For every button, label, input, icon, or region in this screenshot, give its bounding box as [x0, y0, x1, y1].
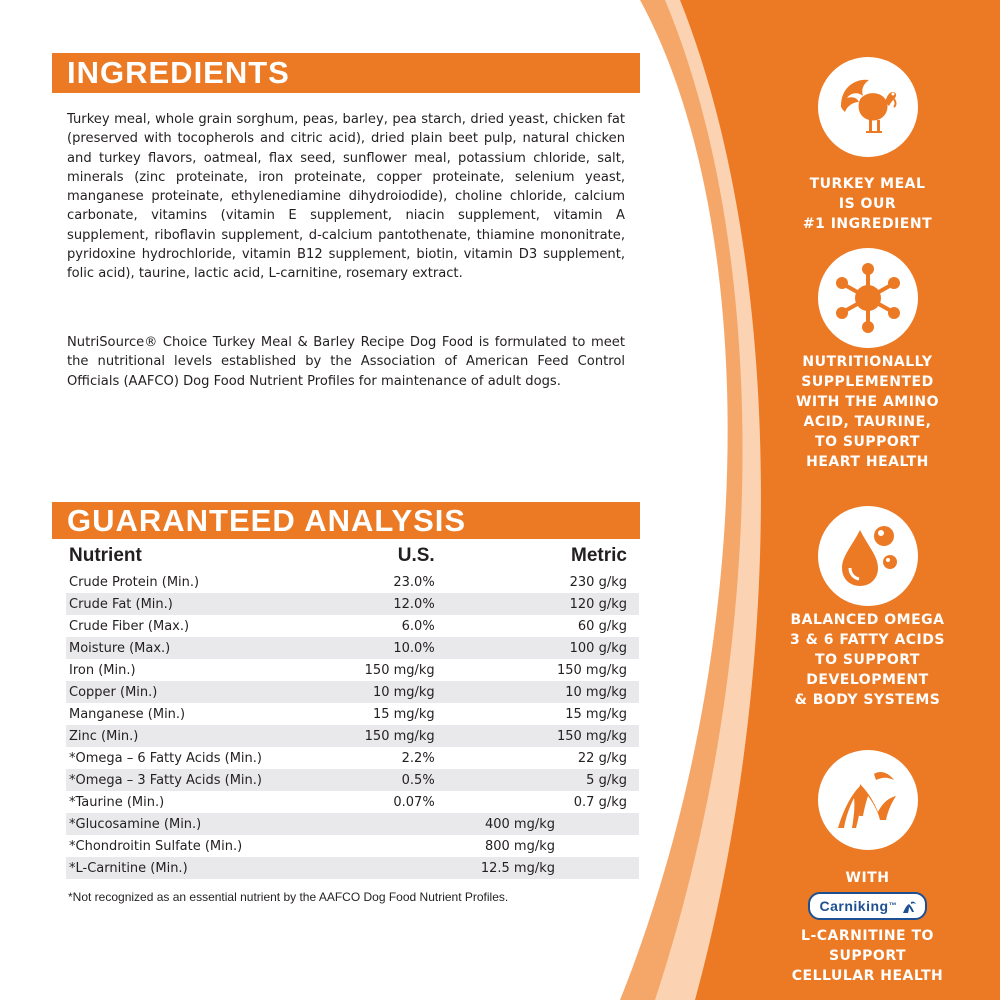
nutrient-name-cell: Crude Fat (Min.) [66, 593, 338, 615]
feature-line: & BODY SYSTEMS [794, 692, 941, 708]
feature-line: TURKEY MEAL [809, 176, 926, 192]
running-figure-icon [830, 762, 906, 838]
table-row [66, 681, 639, 703]
feature-line: DEVELOPMENT [806, 672, 929, 688]
table-row [66, 747, 639, 769]
running-figure-icon-circle [818, 750, 918, 850]
guaranteed-analysis-table [66, 541, 639, 879]
nutrient-name-cell: *Omega – 3 Fatty Acids (Min.) [66, 769, 338, 791]
nutrient-name-cell: *Chondroitin Sulfate (Min.) [69, 838, 243, 854]
feature-line: TO SUPPORT [815, 652, 920, 668]
nutrient-name-cell: *Glucosamine (Min.) [66, 813, 338, 835]
feature-line: SUPPORT [828, 948, 907, 964]
us-value-cell: 12.0% [338, 593, 435, 615]
feature-carnitine-text [735, 868, 1000, 986]
table-row [66, 769, 639, 791]
us-value-cell: 15 mg/kg [372, 706, 435, 722]
metric-value-cell: 22 g/kg [577, 750, 627, 766]
turkey-icon [833, 72, 903, 142]
nutrient-value-cell: 12.5 mg/kg [338, 857, 639, 879]
metric-value-cell: 150 mg/kg [435, 725, 639, 747]
molecule-icon-circle [818, 248, 918, 348]
feature-taurine-text [735, 352, 1000, 472]
carniking-runner-icon [901, 900, 917, 914]
table-row [66, 637, 639, 659]
ingredients-banner [52, 53, 640, 93]
ingredients-heading: INGREDIENTS [67, 55, 290, 90]
metric-value-cell: 10 mg/kg [435, 681, 639, 703]
table-row [66, 857, 639, 879]
column-header-us: U.S. [397, 545, 435, 566]
nutrient-value-cell: 400 mg/kg [338, 813, 639, 835]
nutrient-name-cell: *Taurine (Min.) [69, 794, 165, 810]
table-body [66, 571, 639, 879]
us-value-cell: 23.0% [393, 574, 435, 590]
feature-taurine [735, 248, 1000, 472]
feature-line: WITH THE AMINO [795, 394, 940, 410]
nutrient-name-cell: Crude Protein (Min.) [69, 574, 200, 590]
feature-turkey [735, 57, 1000, 234]
nutrient-name-cell: Iron (Min.) [69, 662, 136, 678]
nutrient-name-cell: Manganese (Min.) [69, 706, 186, 722]
metric-value-cell: 5 g/kg [435, 769, 639, 791]
table-row [66, 813, 639, 835]
us-value-cell: 0.07% [393, 794, 435, 810]
table-row [66, 659, 639, 681]
us-value-cell: 150 mg/kg [364, 662, 435, 678]
oil-drop-icon [830, 518, 906, 594]
column-header-metric: Metric [571, 545, 627, 566]
table-row [66, 593, 639, 615]
metric-value-cell: 120 g/kg [435, 593, 639, 615]
feature-omega-text [735, 610, 1000, 710]
nutrient-name-cell: Crude Fiber (Max.) [69, 618, 190, 634]
us-value-cell: 10.0% [338, 637, 435, 659]
metric-value-cell: 100 g/kg [435, 637, 639, 659]
us-value-cell: 2.2% [401, 750, 435, 766]
metric-value-cell: 60 g/kg [577, 618, 627, 634]
feature-line: CELLULAR HEALTH [791, 968, 944, 984]
aafco-statement: NutriSource® Choice Turkey Meal & Barley Recipe Dog Food is formulated to meet the nutritional levels established by the Association of American Feed Control Officials (AAFCO) Dog Food Nutrient Profiles for maintenance of adult dogs. [67, 335, 625, 389]
analysis-banner [52, 502, 640, 539]
nutrient-name-cell: *Omega – 6 Fatty Acids (Min.) [69, 750, 262, 766]
feature-line: HEART HEALTH [806, 454, 929, 470]
feature-line: 3 & 6 FATTY ACIDS [790, 632, 945, 648]
carniking-badge [808, 892, 928, 920]
metric-value-cell: 230 g/kg [569, 574, 627, 590]
feature-carnitine-bottom-lines [735, 926, 1000, 986]
column-header-nutrient: Nutrient [69, 545, 142, 566]
us-value-cell: 150 mg/kg [338, 725, 435, 747]
us-value-cell: 0.5% [338, 769, 435, 791]
metric-value-cell: 15 mg/kg [565, 706, 627, 722]
feature-line: L-CARNITINE TO [801, 928, 934, 944]
feature-line: IS OUR [838, 196, 897, 212]
nutrient-name-cell: *L-Carnitine (Min.) [66, 857, 338, 879]
feature-line: WITH [845, 870, 890, 886]
feature-turkey-text [735, 174, 1000, 234]
trademark-mark: ™ [888, 901, 898, 910]
table-row [66, 703, 639, 725]
feature-omega [735, 506, 1000, 710]
metric-value-cell: 0.7 g/kg [573, 794, 627, 810]
feature-carnitine [735, 750, 1000, 986]
feature-line: ACID, TAURINE, [803, 414, 932, 430]
us-value-cell: 6.0% [401, 618, 435, 634]
feature-line: #1 INGREDIENT [802, 216, 933, 232]
table-row [66, 615, 639, 637]
nutrient-value-cell: 800 mg/kg [484, 838, 555, 854]
table-header-row [66, 541, 639, 571]
table-row [66, 725, 639, 747]
molecule-icon [830, 260, 906, 336]
analysis-heading: GUARANTEED ANALYSIS [67, 503, 467, 538]
feature-line: BALANCED OMEGA [790, 612, 945, 628]
oil-drop-icon-circle [818, 506, 918, 606]
ingredients-list: Turkey meal, whole grain sorghum, peas, barley, pea starch, dried yeast, chicken fat (preserved with tocopherols and citric acid), dried plain beet pulp, natural chicken and turkey flavors, oatmeal, flax seed, sunflower meal, potassium chloride, salt, minerals (zinc proteinate, iron proteinate, copper proteinate, selenium yeast, manganese proteinate, ethylenediamine dihydroiodide), choline chloride, calcium carbonate, vitamins (vitamin E supplement, niacin supplement, vitamin A supplement, riboflavin supplement, d-calcium pantothenate, thiamine mononitrate, pyridoxine hydrochloride, vitamin B12 supplement, biotin, vitamin D3 supplement, folic acid), taurine, lactic acid, L-carnitine, rosemary extract. [67, 112, 625, 282]
nutrient-name-cell: Copper (Min.) [66, 681, 338, 703]
nutrient-name-cell: Moisture (Max.) [66, 637, 338, 659]
feature-line: TO SUPPORT [815, 434, 920, 450]
table-row [66, 835, 639, 857]
footnote: *Not recognized as an essential nutrient by the AAFCO Dog Food Nutrient Profiles. [68, 890, 509, 904]
carniking-label: Carniking [819, 898, 889, 914]
feature-line: NUTRITIONALLY [802, 354, 933, 370]
nutrient-name-cell: Zinc (Min.) [66, 725, 338, 747]
turkey-icon-circle [818, 57, 918, 157]
us-value-cell: 10 mg/kg [338, 681, 435, 703]
feature-line: SUPPLEMENTED [801, 374, 934, 390]
table-row [66, 791, 639, 813]
metric-value-cell: 150 mg/kg [556, 662, 627, 678]
table-row [66, 571, 639, 593]
